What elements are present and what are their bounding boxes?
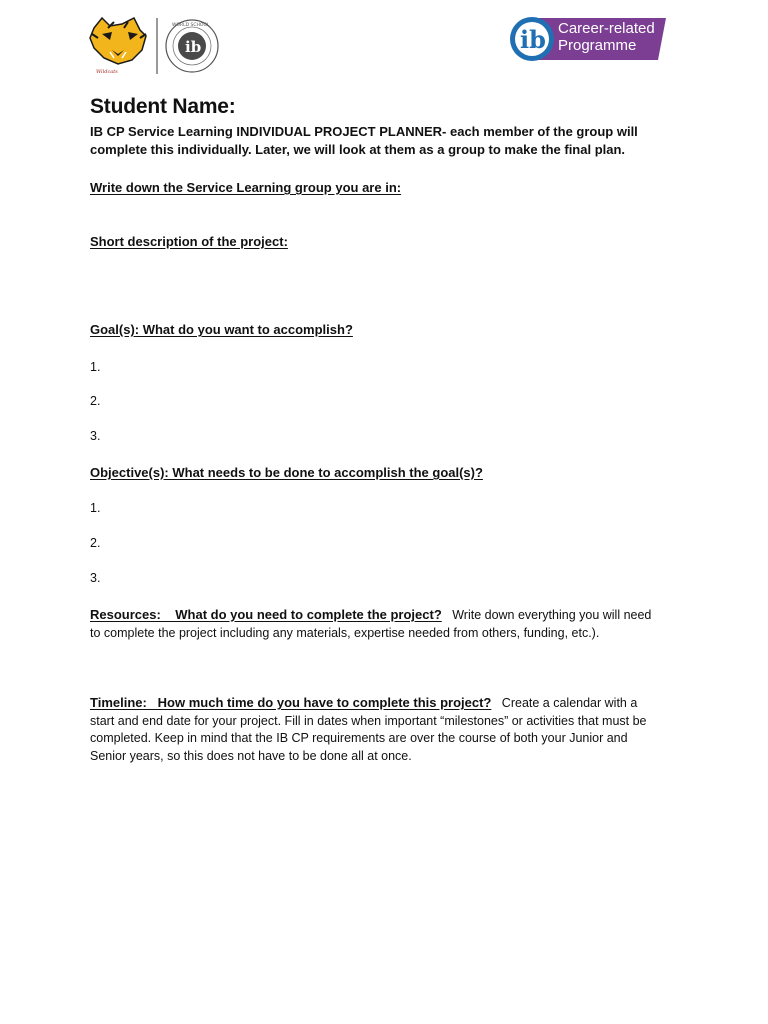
- ib-career-related-programme-logo: [508, 16, 668, 64]
- objective-item-2: 2.: [90, 536, 101, 550]
- timeline-text: Create a calendar with a start and end date for your project. Fill in dates when important “milestones” or activities that must be completed. Keep in mind that the IB CP requirements are over the course of both your Junior and Senior years, so this does not have to be done all at once.: [90, 696, 647, 763]
- objective-item-1: 1.: [90, 501, 101, 515]
- wildcat-mascot-icon: [88, 16, 224, 76]
- svg-text:ib: ib: [185, 38, 202, 56]
- cp-logo-line1: Career-related: [558, 20, 655, 37]
- timeline-heading: Timeline: How much time do you have to complete this project?: [90, 695, 492, 710]
- goals-heading: Goal(s): What do you want to accomplish?: [90, 322, 353, 337]
- timeline-section: [90, 694, 660, 765]
- student-name-label: Student Name:: [90, 95, 236, 118]
- objectives-heading: Objective(s): What needs to be done to accomplish the goal(s)?: [90, 465, 483, 480]
- goal-item-3: 3.: [90, 429, 101, 443]
- cp-logo-line2: Programme: [558, 37, 637, 54]
- resources-text: Write down everything you will need to complete the project including any materials, expertise needed from others, funding, etc.).: [90, 608, 652, 640]
- svg-text:WORLD SCHOOL: WORLD SCHOOL: [172, 23, 210, 28]
- resources-section: [90, 606, 660, 642]
- school-logo: [88, 16, 224, 76]
- goal-item-2: 2.: [90, 394, 101, 408]
- group-heading: Write down the Service Learning group you are in:: [90, 180, 402, 195]
- resources-heading: Resources: What do you need to complete the project?: [90, 607, 442, 622]
- intro-text: IB CP Service Learning INDIVIDUAL PROJECT PLANNER- each member of the group will complete this individually. Later, we will look at them as a group to make the final plan.: [90, 124, 638, 157]
- svg-text:Wildcats: Wildcats: [96, 69, 118, 75]
- objective-item-3: 3.: [90, 571, 101, 585]
- svg-text:ib: ib: [520, 25, 546, 54]
- goal-item-1: 1.: [90, 360, 101, 374]
- description-heading: Short description of the project:: [90, 234, 288, 249]
